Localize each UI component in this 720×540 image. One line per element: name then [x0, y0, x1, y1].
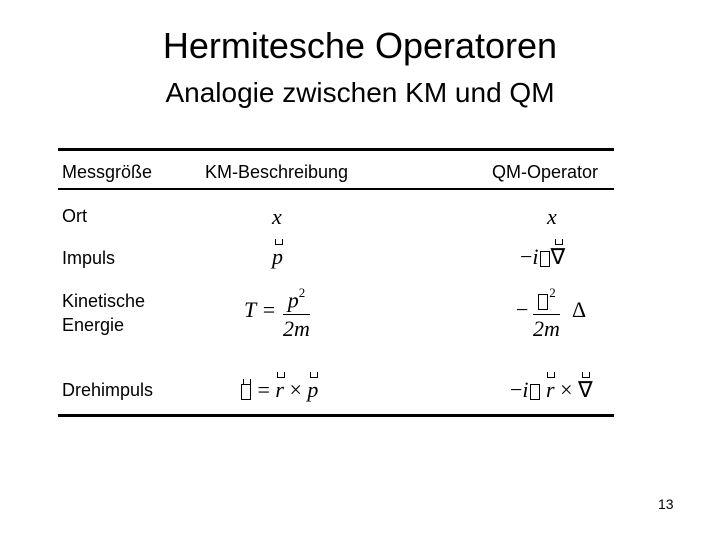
- table-header-rule: [58, 188, 614, 190]
- slide-title: Hermitesche Operatoren: [162, 25, 558, 66]
- row-label-kinetische: Kinetische: [62, 291, 146, 311]
- km-drehimpuls-times: ×: [289, 377, 302, 402]
- qm-energie-fraction: [533, 283, 560, 341]
- km-ort-formula: x: [272, 204, 282, 229]
- angular-momentum-icon: [241, 384, 251, 400]
- page-number: 13: [658, 496, 674, 512]
- km-impuls-p: p: [272, 244, 283, 269]
- qm-impuls-formula: [520, 245, 565, 269]
- km-drehimpuls-eq: =: [257, 377, 270, 402]
- km-drehimpuls-r: r: [275, 377, 284, 402]
- qm-energie-denominator: 2m: [533, 316, 560, 342]
- km-energie-fraction: [283, 283, 310, 341]
- row-label-drehimpuls: Drehimpuls: [62, 380, 154, 400]
- qm-energie-minus: −: [516, 297, 529, 322]
- qm-drehimpuls-nabla: ∇: [578, 377, 593, 402]
- table-top-rule: [58, 148, 614, 151]
- row-label-impuls: Impuls: [62, 248, 116, 268]
- qm-impuls-minus: −: [520, 244, 533, 269]
- km-energie-denominator: 2m: [283, 316, 310, 342]
- qm-drehimpuls-times: ×: [560, 377, 573, 402]
- hbar-icon: [530, 384, 540, 400]
- header-km-beschreibung: KM-Beschreibung: [205, 162, 349, 182]
- qm-drehimpuls-formula: [510, 378, 593, 402]
- qm-energie-laplace: Δ: [572, 297, 587, 322]
- qm-drehimpuls-minus: −: [510, 377, 523, 402]
- km-drehimpuls-p: p: [307, 377, 319, 402]
- hbar-icon: [538, 294, 548, 310]
- qm-impuls-nabla: ∇: [550, 244, 566, 269]
- qm-drehimpuls-i: i: [522, 377, 529, 402]
- qm-drehimpuls-r: r: [546, 377, 555, 402]
- slide-subtitle: Analogie zwischen KM und QM: [165, 77, 555, 108]
- header-qm-operator: QM-Operator: [492, 162, 599, 182]
- row-label-ort: Ort: [62, 206, 87, 226]
- qm-energie-numerator: 2: [533, 283, 560, 315]
- hbar-icon: [540, 251, 550, 267]
- table-bottom-rule: [58, 414, 614, 417]
- qm-impuls-i: i: [532, 244, 539, 269]
- km-energie-lhs: T =: [244, 297, 277, 322]
- km-energie-numerator: $p^2$: [283, 283, 310, 315]
- km-impuls-formula: [272, 245, 283, 269]
- qm-ort-formula: x: [547, 204, 557, 229]
- header-messgroesse: Messgröße: [62, 162, 153, 182]
- row-label-energie: Energie: [62, 315, 125, 335]
- km-energie-p: p: [287, 287, 299, 313]
- km-drehimpuls-formula: [240, 378, 318, 402]
